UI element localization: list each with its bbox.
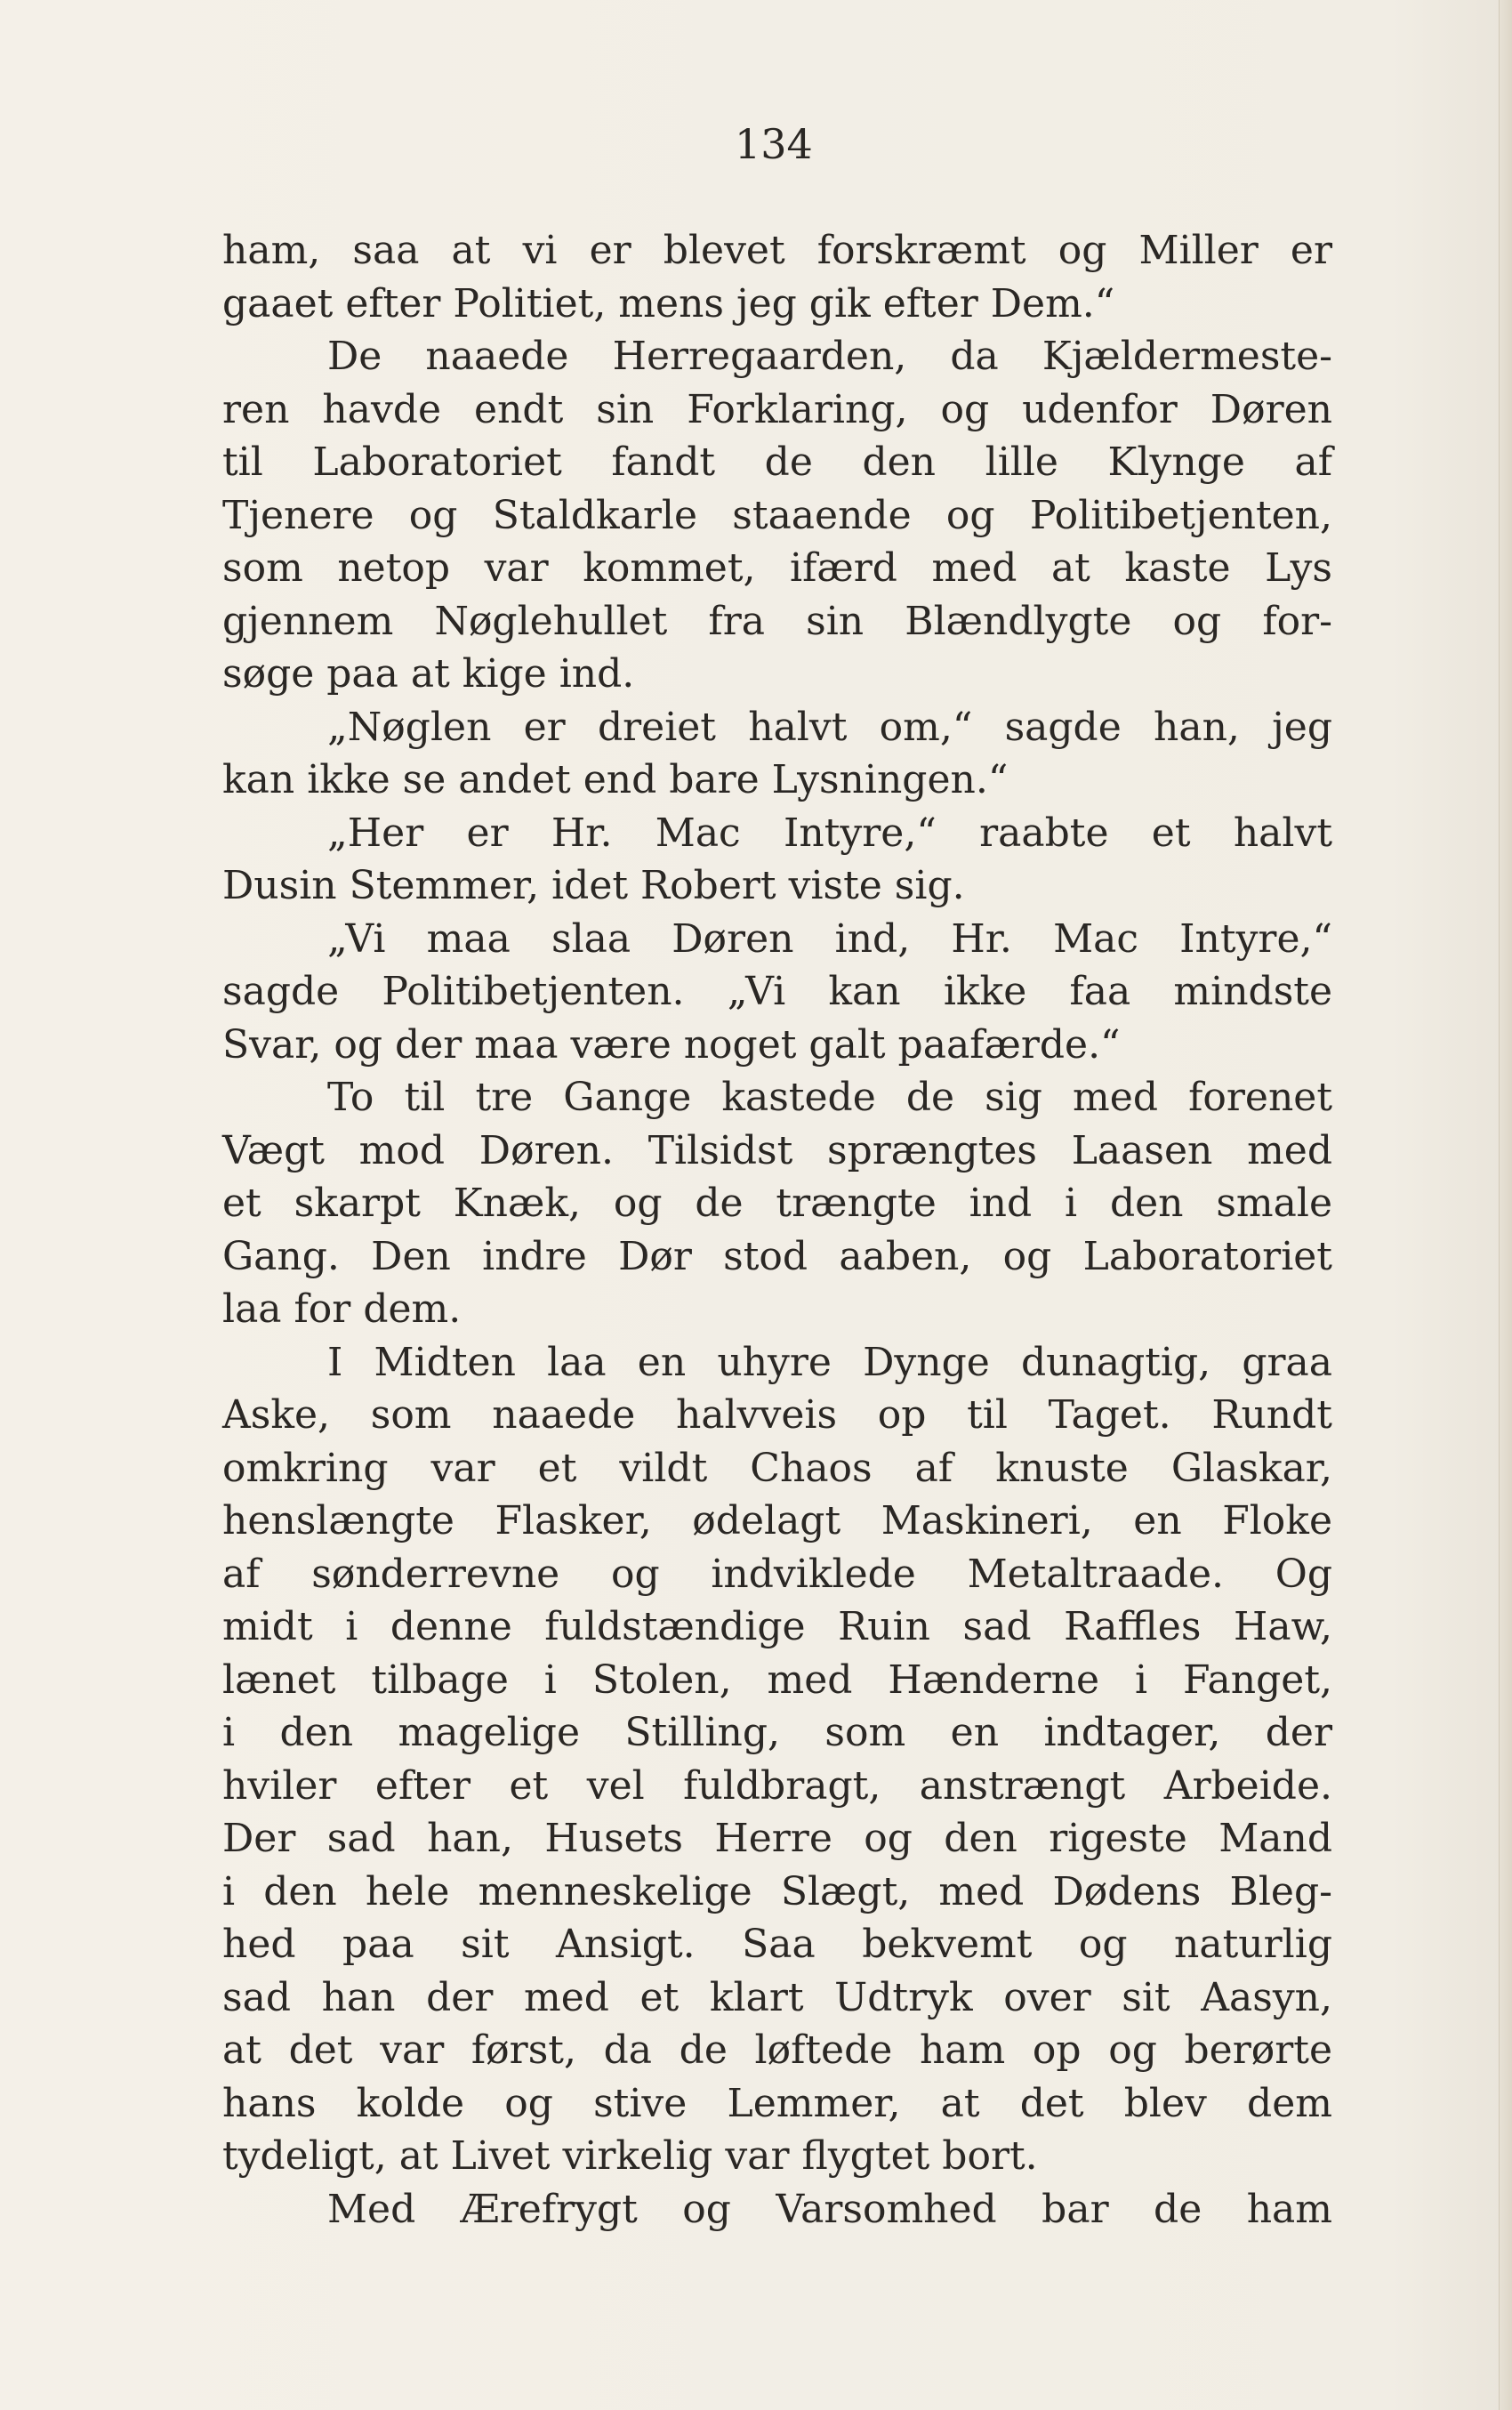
text-line: kan ikke se andet end bare Lysningen.“ [222, 757, 1009, 802]
text-line: „Her er Hr. Mac Intyre,“ raabte et halvt [327, 810, 1332, 856]
text-line: sagde Politibetjenten. „Vi kan ikke faa mindste [222, 969, 1332, 1014]
text-line: et skarpt Knæk, og de trængte ind i den smale [222, 1181, 1332, 1226]
text-line: omkring var et vildt Chaos af knuste Glaskar, [222, 1445, 1332, 1491]
text-line: tydeligt, at Livet virkelig var flygtet bort. [222, 2133, 1038, 2179]
text-line: „Vi maa slaa Døren ind, Hr. Mac Intyre,“ [327, 915, 1332, 962]
text-line: Vægt mod Døren. Tilsidst sprængtes Laasen med [222, 1127, 1332, 1173]
text-line: i den hele menneskelige Slægt, med Dødens Bleg- [222, 1868, 1332, 1914]
text-line: I Midten laa en uhyre Dynge dunagtig, graa [327, 1339, 1332, 1385]
text-line: „Nøglen er dreiet halvt om,“ sagde han, jeg [327, 704, 1332, 750]
text-line: To til tre Gange kastede de sig med forenet [327, 1075, 1332, 1120]
text-line: midt i denne fuldstændige Ruin sad Raffles Haw, [222, 1604, 1332, 1649]
text-line: sad han der med et klart Udtryk over sit Aasyn, [222, 1974, 1332, 2020]
text-line: Der sad han, Husets Herre og den rigeste Mand [222, 1816, 1332, 1861]
text-line: Aske, som naaede halvveis op til Taget. Rundt [222, 1392, 1332, 1438]
text-line: De naaede Herregaarden, da Kjældermeste- [327, 334, 1332, 379]
body-text [222, 224, 1332, 2236]
page-edge [1499, 0, 1512, 2410]
text-line: som netop var kommet, ifærd med at kaste Lys [222, 545, 1332, 591]
text-line: til Laboratoriet fandt de den lille Klynge af [222, 439, 1332, 485]
text-line: henslængte Flasker, ødelagt Maskineri, en Floke [222, 1498, 1332, 1544]
text-line: Gang. Den indre Dør stod aaben, og Laboratoriet [222, 1233, 1332, 1279]
text-line: Svar, og der maa være noget galt paafærde.“ [222, 1021, 1121, 1068]
text-line: gaaet efter Politiet, mens jeg gik efter Dem.“ [222, 280, 1115, 326]
text-line: gjennem Nøglehullet fra sin Blændlygte og for- [222, 598, 1332, 644]
text-line: hviler efter et vel fuldbragt, anstrængt Arbeide. [222, 1762, 1332, 1809]
text-line: at det var først, da de løftede ham op og berørte [222, 2027, 1332, 2073]
text-line: Dusin Stemmer, idet Robert viste sig. [222, 863, 965, 908]
text-line: søge paa at kige ind. [222, 651, 635, 697]
text-line: af sønderrevne og indviklede Metaltraade. Og [222, 1551, 1332, 1597]
text-line: hans kolde og stive Lemmer, at det blev dem [222, 2080, 1332, 2126]
text-line: Med Ærefrygt og Varsomhed bar de ham [327, 2186, 1332, 2232]
text-line: lænet tilbage i Stolen, med Hænderne i Fanget, [222, 1656, 1332, 1703]
text-line: ham, saa at vi er blevet forskræmt og Miller er [222, 228, 1332, 273]
text-line: Tjenere og Staldkarle staaende og Politibetjenten, [222, 492, 1332, 538]
text-line: hed paa sit Ansigt. Saa bekvemt og naturlig [222, 1922, 1332, 1967]
text-line: laa for dem. [222, 1286, 462, 1332]
text-line: i den magelige Stilling, som en indtager, der [222, 1710, 1332, 1755]
page-number: 134 [735, 120, 813, 168]
text-line: ren havde endt sin Forklaring, og udenfor Døren [222, 386, 1332, 432]
